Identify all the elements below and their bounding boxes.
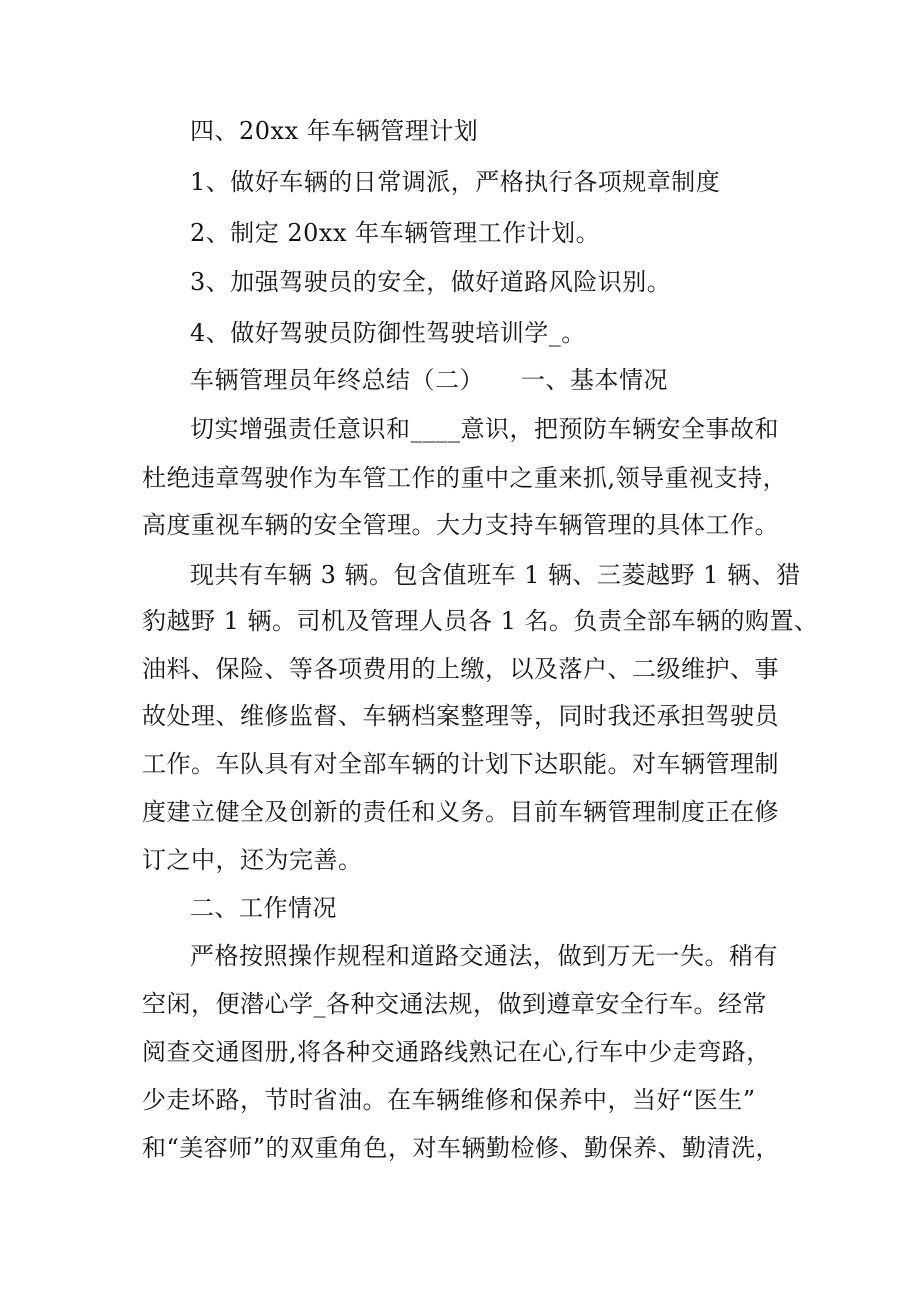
plan-item-2: 2、制定 20xx 年车辆管理工作计划。 [190,219,601,247]
paragraph-line: 少走坏路，节时省油。在车辆维修和保养中，当好“医生” [142,1086,756,1114]
paragraph-line: 和“美容师”的双重角色，对车辆勤检修、勤保养、勤清洗， [142,1134,781,1162]
paragraph-line: 杜绝违章驾驶作为车管工作的重中之重来抓,领导重视支持， [142,464,788,492]
paragraph-line: 工作。车队具有对全部车辆的计划下达职能。对车辆管理制 [142,750,779,778]
paragraph-line: 豹越野 1 辆。司机及管理人员各 1 名。负责全部车辆的购置、 [142,607,819,635]
paragraph-line: 订之中，还为完善。 [142,846,363,874]
plan-item-1: 1、做好车辆的日常调派，严格执行各项规章制度 [190,168,721,196]
paragraph-line: 阅查交通图册,将各种交通路线熟记在心,行车中少走弯路， [142,1038,771,1066]
paragraph-line: 故处理、维修监督、车辆档案整理等，同时我还承担驾驶员 [142,702,779,730]
paragraph-line: 严格按照操作规程和道路交通法，做到万无一失。稍有 [190,942,778,970]
plan-item-4: 4、做好驾驶员防御性驾驶培训学_。 [190,319,586,347]
paragraph-line: 高度重视车辆的安全管理。大力支持车辆管理的具体工作。 [142,511,779,539]
section-heading-plan: 四、20xx 年车辆管理计划 [190,117,479,145]
paragraph-line: 度建立健全及创新的责任和义务。目前车辆管理制度正在修 [142,798,779,826]
paragraph-line: 油料、保险、等各项费用的上缴，以及落户、二级维护、事 [142,655,779,683]
summary-title-line: 车辆管理员年终总结（二） 一、基本情况 [190,366,668,394]
paragraph-line: 现共有车辆 3 辆。包含值班车 1 辆、三菱越野 1 辆、猎 [190,561,801,589]
plan-item-3: 3、加强驾驶员的安全，做好道路风险识别。 [190,268,672,296]
section-heading-work: 二、工作情况 [190,894,337,922]
paragraph-line: 空闲，便潜心学_各种交通法规，做到遵章安全行车。经常 [142,990,767,1018]
paragraph-line: 切实增强责任意识和____意识，把预防车辆安全事故和 [190,415,779,443]
